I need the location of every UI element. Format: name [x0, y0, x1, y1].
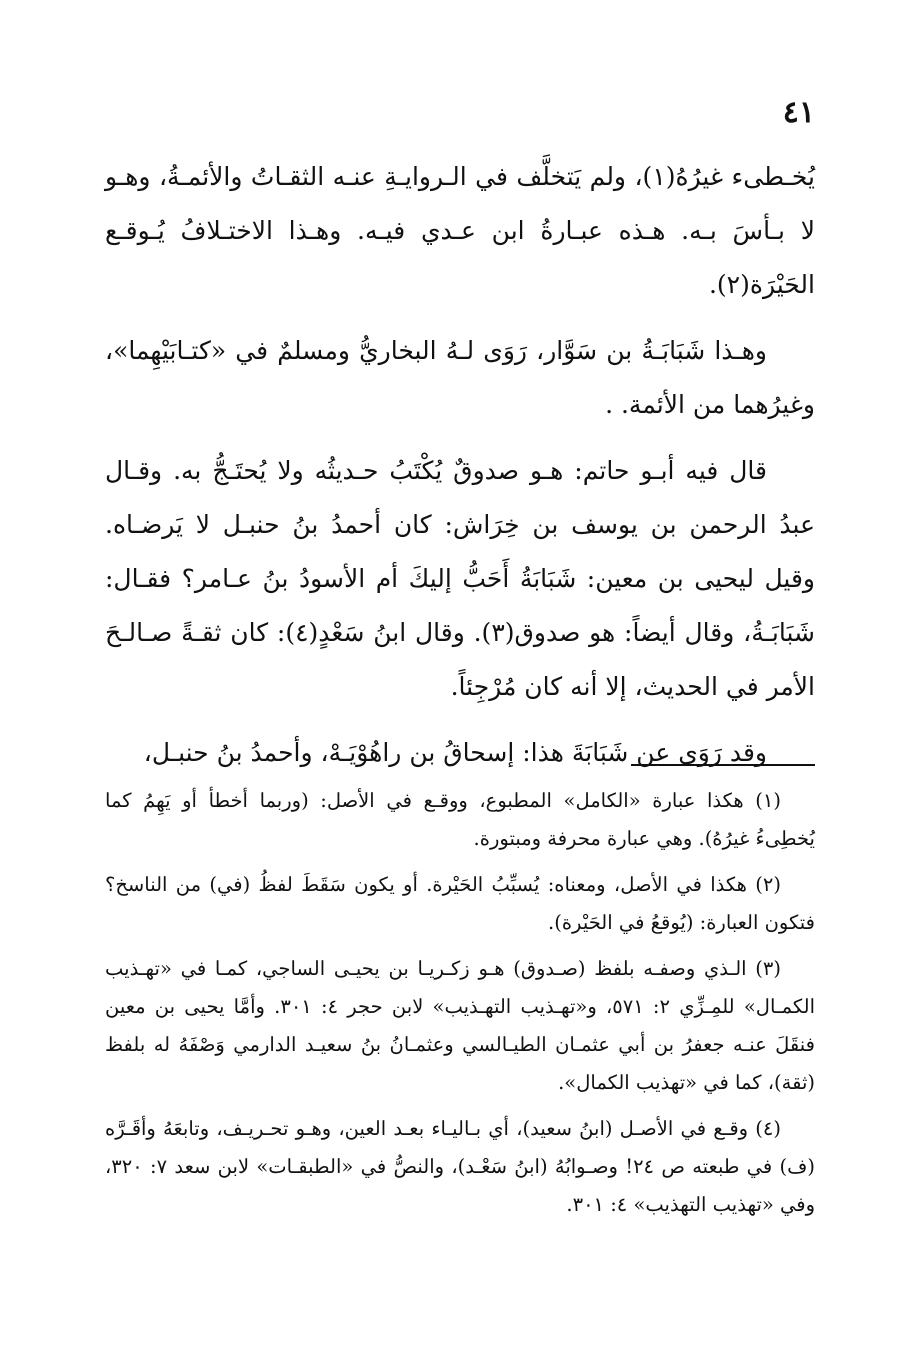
footnotes: [105, 782, 815, 1232]
footnote-divider: [631, 764, 815, 766]
footnote-3: (٣) الـذي وصفـه بلفظ (صـدوق) هـو زكـريـا بن يحيـى الساجي، كمـا في «تهـذيب الكمـال» للمِـزِّي ٢: ٥٧١، و«تهـذيب التهـذيب» لابن حجر ٤: ٣٠١. وأمَّا يحيى بن معين فنقَلَ عنـه جعفرُ بن أبي عثمـان الطيـالسي وعثمـانُ بنُ سعيـد الدارمي وَصْفَهُ له بلفظ (ثقة)، كما في «تهذيب الكمال».: [105, 957, 815, 1094]
main-text: [105, 150, 815, 792]
footnote-2: (٢) هكذا في الأصل، ومعناه: يُسبِّبُ الحَيْرة. أو يكون سَقَطَ لفظُ (في) من الناسخ؟ فتكون العبارة: (يُوقعُ في الحَيْرة).: [105, 873, 815, 934]
paragraph-1: يُخـطىء غيرُهُ(١)، ولم يَتخلَّف في الـروايـةِ عنـه الثقـاتُ والأئمـةُ، وهـو لا بـأسَ بـه. هـذه عبـارةُ ابن عـدي فيـه. وهـذا الاختـلافُ يُـوقـع الحَيْرَة(٢).: [105, 162, 816, 299]
footnote-4: (٤) وقـع في الأصـل (ابنُ سعيد)، أي بـاليـاء بعـد العين، وهـو تحـريـف، وتابعَهُ وأقَـرَّه (ف) في طبعته ص ٢٤! وصـوابُهُ (ابنُ سَعْـد)، والنصُّ في «الطبقـات» لابن سعد ٧: ٣٢٠، وفي «تهذيب التهذيب» ٤: ٣٠١.: [105, 1117, 815, 1216]
paragraph-3: قال فيه أبـو حاتم: هـو صدوقٌ يُكْتَبُ حـديثُه ولا يُحتَـجُّ به. وقـال عبدُ الرحمن بن يوسف بن خِرَاش: كان أحمدُ بنُ حنبـل لا يَرضـاه. وقيل ليحيى بن معين: شَبَابَةُ أَحَبُّ إليكَ أم الأسودُ بنُ عـامر؟ فقـال: شَبَابَـةُ، وقال أيضاً: هو صدوق(٣). وقال ابنُ سَعْدٍ(٤): كان ثقـةً صـالـحَ الأمر في الحديث، إلا أنه كان مُرْجِئاً.: [105, 456, 815, 701]
paragraph-4: وقد رَوَى عن شَبَابَةَ هذا: إسحاقُ بن راهُوْيَـهْ، وأحمدُ بنُ حنبـل،: [143, 738, 767, 767]
page-number: ٤١: [782, 95, 815, 130]
footnote-1: (١) هكذا عبارة «الكامل» المطبوع، ووقـع في الأصل: (وربما أخطأ أو يَهِمُ كما يُخطِىءُ غيرُهُ). وهي عبارة محرفة ومبتورة.: [105, 789, 815, 850]
paragraph-2: وهـذا شَبَابَـةُ بن سَوَّار، رَوَى لـهُ البخاريُّ ومسلمٌ في «كتـابَيْهِما»، وغيرُهما من الأئمة. .: [105, 336, 815, 419]
